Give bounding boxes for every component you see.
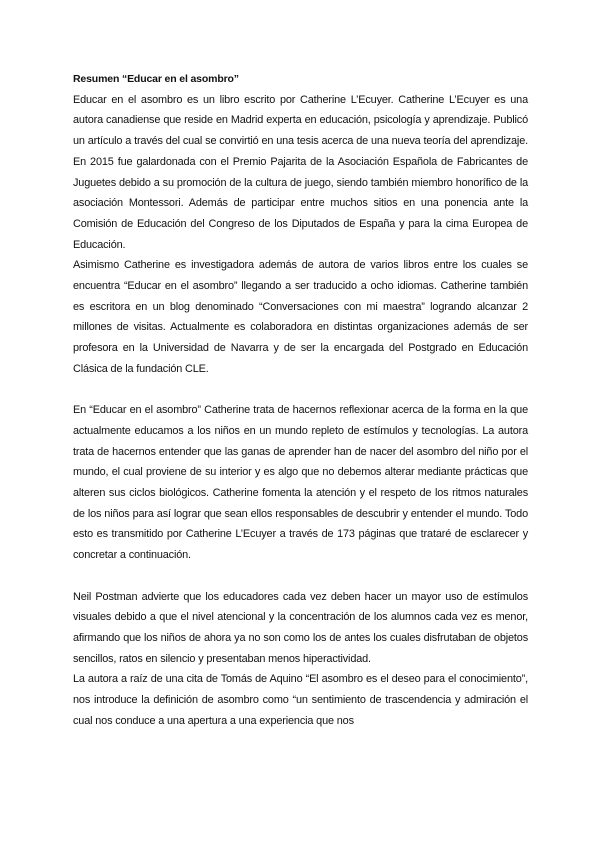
paragraph-book-overview: En “Educar en el asombro” Catherine trata de hacernos reflexionar acerca de la forma en la que actualmente educamos a los niños en un mundo repleto de estímulos y tecnologías. La autora trata de hacernos entender que las ganas de aprender han de nacer del asombro del niño por el mundo, el cual proviene de su interior y es algo que no debemos alterar mediante prácticas que alteren sus ciclos biológicos. Catherine fomenta la atención y el respeto de los ritmos naturales de los niños para así lograr que sean ellos responsables de descubrir y entender el mundo. Todo esto es transmitido por Catherine L’Ecuyer a través de 173 páginas que trataré de esclarecer y concretar a continuación.	[73, 404, 528, 562]
paragraph-neil-postman: Neil Postman advierte que los educadores cada vez deben hacer un mayor uso de estímulos visuales debido a que el nivel atencional y la concentración de los alumnos cada vez es menor, afirmando que los niños de ahora ya no son como los de antes los cuales disfrutaban de objetos sencillos, ratos en silencio y presentaban menos hiperactividad.	[73, 590, 528, 665]
paragraph-author-bio: Educar en el asombro es un libro escrito por Catherine L’Ecuyer. Catherine L’Ecuyer es una autora canadiense que reside en Madrid experta en educación, psicología y aprendizaje. Publicó un artículo a través del cual se convirtió en una tesis acerca de una nueva teoría del aprendizaje. En 2015 fue galardonada con el Premio Pajarita de la Asociación Española de Fabricantes de Juguetes debido a su promoción de la cultura de juego, siendo también miembro honorífico de la asociación Montessori. Además de participar entre muchos sitios en una ponencia ante la Comisión de Educación del Congreso de los Diputados de España y para la cima Europea de Educación.	[73, 93, 528, 251]
paragraph-spacer	[73, 380, 528, 401]
document-title: Resumen “Educar en el asombro”	[73, 73, 239, 85]
paragraph-author-works: Asimismo Catherine es investigadora además de autora de varios libros entre los cuales se encuentra “Educar en el asombro” llegando a ser traducido a ocho idiomas. Catherine también es escritora en un blog denominado “Conversaciones con mi maestra” logrando alcanzar 2 millones de visitas. Actualmente es colaboradora en distintas organizaciones además de ser profesora en la Universidad de Navarra y de ser la encargada del Postgrado en Educación Clásica de la fundación CLE.	[73, 259, 528, 375]
document-body	[73, 69, 528, 731]
paragraph-asombro-definition: La autora a raíz de una cita de Tomás de Aquino “El asombro es el deseo para el conocimiento”, nos introduce la definición de asombro como “un sentimiento de trascendencia y admiración el cual nos conduce a una apertura a una experiencia que nos	[73, 673, 528, 727]
paragraph-spacer	[73, 566, 528, 587]
